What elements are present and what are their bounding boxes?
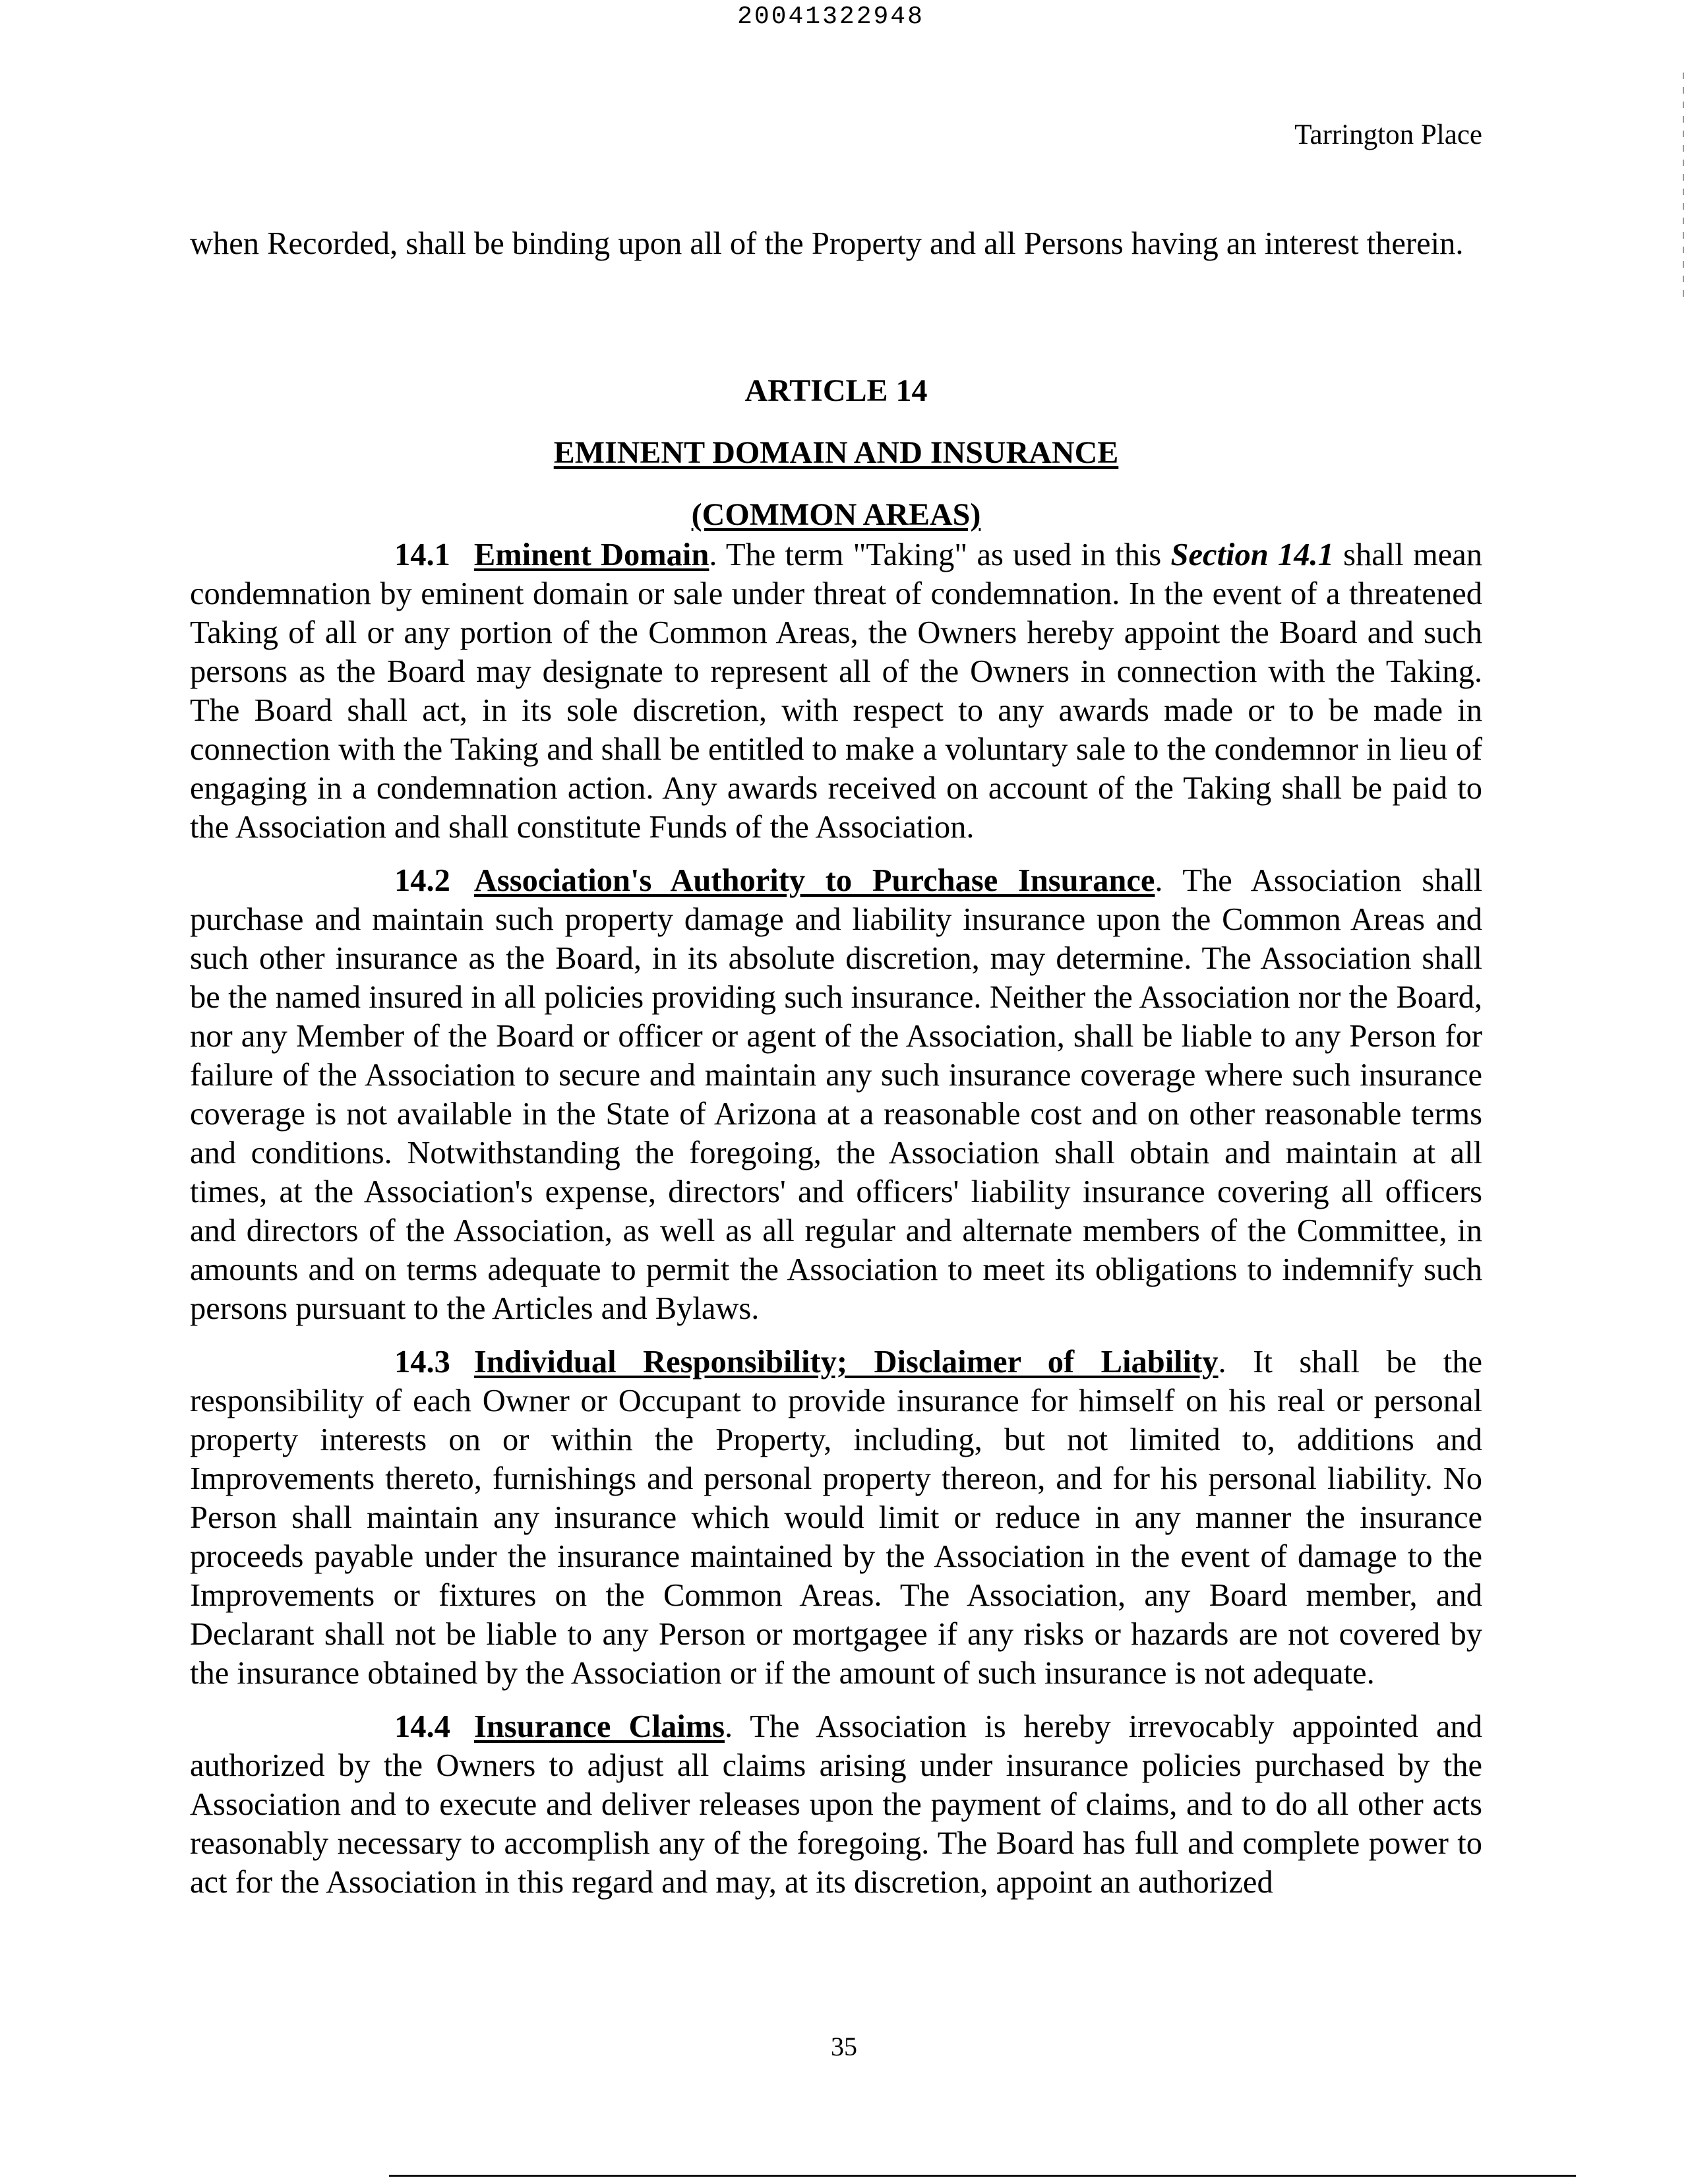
article-subtitle: (COMMON AREAS): [691, 497, 981, 532]
article-title-line: [190, 431, 1482, 493]
bottom-rule: [389, 2175, 1576, 2177]
section-14-3: [190, 1343, 1482, 1693]
section-reference: Section 14.1: [1170, 537, 1334, 572]
section-14-1: [190, 535, 1482, 847]
section-14-2: [190, 861, 1482, 1328]
section-text: . It shall be the responsibility of each Owner or Occupant to provide insurance for himself on his real or personal property interests on or within the Property, including, but not limited to, additions and Improvements thereto, furnishings and personal property thereon, and for his personal liability. No Person shall maintain any insurance which would limit or reduce in any manner the insurance proceeds payable under the insurance maintained by the Association in the event of damage to the Improvements or fixtures on the Common Areas. The Association, any Board member, and Declarant shall not be liable to any Person or mortgagee if any risks or hazards are not covered by the insurance obtained by the Association or if the amount of such insurance is not adequate.: [190, 1345, 1482, 1691]
section-number: 14.4: [394, 1709, 450, 1744]
sections-container: [190, 535, 1482, 1916]
page-number: 35: [831, 2032, 857, 2061]
section-text: shall mean condemnation by eminent domain or sale under threat of condemnation. In the event of a threatened Taking of all or any portion of the Common Areas, the Owners hereby appoint the Board and such persons as the Board may designate to represent all of the Owners in connection with the Taking. The Board shall act, in its sole discretion, with respect to any awards made or to be made in connection with the Taking and shall be entitled to make a voluntary sale to the condemnor in lieu of engaging in a condemnation action. Any awards received on account of the Taking shall be paid to the Association and shall constitute Funds of the Association.: [190, 537, 1482, 845]
section-title: Association's Authority to Purchase Insurance: [473, 863, 1155, 898]
continuation-paragraph: when Recorded, shall be binding upon all of the Property and all Persons having an interest therein.: [190, 226, 1464, 261]
section-title: Insurance Claims: [473, 1709, 725, 1744]
section-text: . The Association is hereby irrevocably appointed and authorized by the Owners to adjust all claims arising under insurance policies purchased by the Association and to execute and deliver releases upon the payment of claims, and to do all other acts reasonably necessary to accomplish any of the foregoing. The Board has full and complete power to act for the Association in this regard and may, at its discretion, appoint an authorized: [190, 1709, 1483, 1900]
article-heading: [190, 369, 1482, 555]
section-text: . The Association shall purchase and maintain such property damage and liability insurance upon the Common Areas and such other insurance as the Board, in its absolute discretion, may determine. The Association shall be the named insured in all policies providing such insurance. Neither the Association nor the Board, nor any Member of the Board or officer or agent of the Association, shall be liable to any Person for failure of the Association to secure and maintain any such insurance coverage where such insurance coverage is not available in the State of Arizona at a reasonable cost and on other reasonable terms and conditions. Notwithstanding the foregoing, the Association shall obtain and maintain at all times, at the Association's expense, directors' and officers' liability insurance covering all officers and directors of the Association, as well as all regular and alternate members of the Committee, in amounts and on terms adequate to permit the Association to meet its obligations to indemnify such persons pursuant to the Articles and Bylaws.: [190, 863, 1483, 1326]
running-header: Tarrington Place: [1294, 119, 1482, 150]
recording-number: 20041322948: [737, 3, 924, 31]
section-title: Individual Responsibility; Disclaimer of Liability: [473, 1345, 1219, 1380]
article-title: EMINENT DOMAIN AND INSURANCE: [553, 435, 1119, 470]
section-number: 14.2: [394, 863, 450, 898]
section-number: 14.3: [394, 1345, 450, 1380]
article-number: ARTICLE 14: [744, 373, 928, 408]
section-title: Eminent Domain: [473, 537, 709, 572]
section-number: 14.1: [394, 537, 450, 572]
scan-edge-mark: [1683, 73, 1684, 303]
section-14-4: [190, 1707, 1482, 1902]
section-text: . The term "Taking" as used in this: [709, 537, 1171, 572]
